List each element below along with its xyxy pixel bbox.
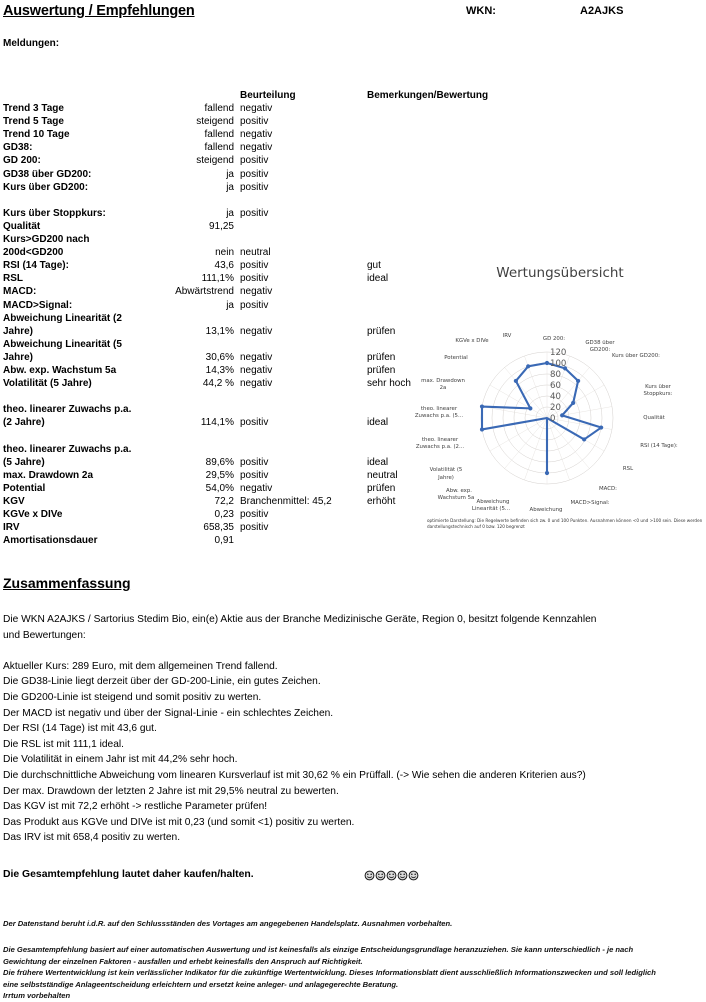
smiley-icon <box>408 870 419 881</box>
metric-remark: ideal <box>367 456 389 468</box>
metric-label: theo. linearer Zuwachs p.a. <box>3 443 132 455</box>
radar-data-point <box>480 427 484 431</box>
table-row <box>0 142 470 155</box>
radar-spoke <box>547 418 570 480</box>
metric-value: fallend <box>204 142 234 154</box>
table-row <box>0 522 470 535</box>
radar-category-label: Kurs über GD200: <box>612 353 660 359</box>
metric-value: 89,6% <box>205 456 234 468</box>
metric-remark: prüfen <box>367 351 396 363</box>
table-row <box>0 116 470 129</box>
radar-category-label: Stoppkurs: <box>643 391 673 397</box>
metric-label: KGVe x DIVe <box>3 509 63 520</box>
table-row <box>0 326 470 339</box>
summary-line: und Bewertungen: <box>3 629 86 641</box>
metrics-table <box>0 90 489 548</box>
radar-category-label: theo. linearer <box>420 406 458 412</box>
metric-label: Abw. exp. Wachstum 5a <box>3 364 117 376</box>
radar-category-label: Wachstum 5a <box>437 495 475 501</box>
metric-value: 29,5% <box>205 469 234 481</box>
metric-judgement: positiv <box>240 469 269 481</box>
metric-judgement: negativ <box>240 364 273 376</box>
summary-line: Die WKN A2AJKS / Sartorius Stedim Bio, ein(e) Aktie aus der Branche Medizinische Geräte, Region 0, besitzt folgende Kennzahlen <box>3 614 597 625</box>
radar-category-label: GD38 über <box>585 340 615 346</box>
metric-value: steigend <box>196 116 234 128</box>
metric-remark: erhöht <box>367 495 396 507</box>
wkn-label: WKN: <box>466 5 496 17</box>
table-row <box>0 169 470 182</box>
table-row <box>0 313 470 326</box>
metric-label: Qualität <box>3 220 41 232</box>
metric-label: GD38 über GD200: <box>3 168 92 180</box>
metric-label: GD 200: <box>3 155 41 167</box>
wertungsuebersicht-chart <box>414 258 706 543</box>
metric-value: 0,91 <box>214 535 234 547</box>
summary-line: Der MACD ist negativ und über der Signal-Linie - ein schlechtes Zeichen. <box>3 707 334 719</box>
metric-label: Jahre) <box>3 325 34 337</box>
metric-judgement: negativ <box>240 378 273 390</box>
radar-axis-tick: 80 <box>550 370 561 380</box>
radar-data-point <box>560 413 564 417</box>
table-row <box>0 417 470 430</box>
radar-axis-tick: 60 <box>550 381 561 391</box>
radar-category-label: KGVe x DIVe <box>455 338 489 344</box>
summary-line: Der max. Drawdown der letzten 2 Jahre ist mit 29,5% neutral zu bewerten. <box>3 785 339 797</box>
metric-judgement: negativ <box>240 286 273 298</box>
metric-value: 111,1% <box>201 273 234 285</box>
disclaimer-legal <box>3 944 705 1002</box>
metric-value: 114,1% <box>200 417 234 429</box>
metric-judgement: positiv <box>240 181 269 193</box>
table-row <box>0 444 470 457</box>
radar-series-line <box>482 363 601 473</box>
disclaimer-line: Die Gesamtempfehlung basiert auf einer automatischen Auswertung und ist keinesfalls als einzige Entscheidungsgrundlage heranzuziehen. Sie kann unterschiedlich - je nach <box>3 945 634 954</box>
metric-judgement: Branchenmittel: 45,2 <box>240 495 332 507</box>
summary-title: Zusammenfassung <box>3 575 131 591</box>
radar-axis-tick: 0 <box>550 414 556 424</box>
metric-label: Kurs über Stoppkurs: <box>3 207 106 219</box>
table-row <box>0 300 470 313</box>
metric-remark: sehr hoch <box>367 378 411 390</box>
metric-value: 658,35 <box>203 522 234 534</box>
metric-judgement: positiv <box>240 509 269 520</box>
disclaimer-datenstand: Der Datenstand beruht i.d.R. auf den Schlussständen des Vortages am angegebenen Handelsplatz. Ausnahmen vorbehalten. <box>3 919 453 928</box>
metric-judgement: positiv <box>240 207 269 219</box>
radar-category-label: Abw. exp. <box>446 488 472 494</box>
metric-label: theo. linearer Zuwachs p.a. <box>3 404 132 416</box>
metric-label: Trend 3 Tage <box>3 103 64 115</box>
radar-category-label: Abweichung <box>476 499 510 505</box>
metric-label: GD38: <box>3 142 33 154</box>
metric-remark: ideal <box>367 273 389 285</box>
metric-value: 30,6% <box>205 351 234 363</box>
radar-category-label: Zuwachs p.a. (5... <box>414 413 464 419</box>
table-row <box>0 470 470 483</box>
metric-label: RSL <box>3 273 23 285</box>
smiley-icon <box>364 870 375 881</box>
radar-category-label: Volatilität (5 <box>429 467 463 473</box>
metric-label: max. Drawdown 2a <box>3 469 94 481</box>
table-row <box>0 129 470 142</box>
table-row <box>0 509 470 522</box>
table-row <box>0 182 470 195</box>
metric-judgement: positiv <box>240 417 269 429</box>
radar-plot <box>414 258 706 516</box>
metric-label: Trend 10 Tage <box>3 129 70 141</box>
radar-data-point <box>582 437 586 441</box>
metric-judgement: positiv <box>240 522 269 534</box>
meldungen-label: Meldungen: <box>3 38 60 49</box>
metric-label: RSI (14 Tage): <box>3 260 69 272</box>
disclaimer-line: eine selbstständige Anlageentscheidung erleichtern und ersetzt keine anleger- und anlagegerechte Beratung. <box>3 979 399 989</box>
table-row <box>0 352 470 365</box>
column-header-bemerkungen: Bemerkungen/Bewertung <box>367 90 489 101</box>
metric-label: Potential <box>3 482 46 494</box>
radar-category-label: Jahre) <box>438 475 454 481</box>
table-row <box>0 208 470 221</box>
radar-data-point <box>545 471 549 475</box>
table-row <box>0 155 470 168</box>
metric-judgement: negativ <box>240 103 273 115</box>
radar-category-label: Kurs über <box>645 384 671 390</box>
chart-title: Wertungsübersicht <box>496 265 624 281</box>
radar-data-point <box>545 361 549 365</box>
metric-label: MACD: <box>3 286 37 298</box>
summary-spacer <box>3 643 703 659</box>
metric-value: 43,6 <box>214 260 234 272</box>
table-row <box>0 430 470 443</box>
table-row <box>0 247 470 260</box>
radar-axis-tick: 40 <box>550 392 561 402</box>
summary-line: Die GD200-Linie ist steigend und somit positiv zu werten. <box>3 691 262 703</box>
radar-category-label: theo. linearer <box>421 437 459 443</box>
metric-label: MACD>Signal: <box>3 299 73 311</box>
table-row <box>0 273 470 286</box>
smiley-icon <box>386 870 397 881</box>
radar-spoke <box>524 418 547 480</box>
metric-judgement: negativ <box>240 351 273 363</box>
smiley-icon <box>375 870 386 881</box>
summary-line: Das KGV ist mit 72,2 erhöht -> restliche Parameter prüfen! <box>3 801 268 813</box>
metric-judgement: negativ <box>240 142 273 154</box>
metric-remark: ideal <box>367 417 389 429</box>
radar-data-point <box>526 364 530 368</box>
table-row <box>0 535 470 548</box>
metric-label: (2 Jahre) <box>3 417 45 429</box>
radar-category-label: Qualität <box>643 415 665 421</box>
disclaimer-line: Gewichtung der einzelnen Faktoren - ausfallen und erhebt keinesfalls den Anspruch auf Richtigkeit. <box>3 956 363 966</box>
radar-category-label: MACD: <box>599 486 617 492</box>
smiley-icon <box>397 870 408 881</box>
radar-category-label: Abweichung <box>529 507 563 513</box>
table-row <box>0 221 470 234</box>
radar-data-point <box>480 404 484 408</box>
metric-value: steigend <box>196 155 234 167</box>
wkn-value: A2AJKS <box>580 5 624 17</box>
summary-line: Das Produkt aus KGVe und DIVe ist mit 0,23 (und somit <1) positiv zu werten. <box>3 816 355 828</box>
disclaimer-line: Die frühere Wertentwicklung ist kein verlässlicher Indikator für die zukünftige Wertentwicklung. Dieses Informationsblatt dient ausschließlich Informationszwecken und soll lediglich <box>3 968 656 977</box>
metric-value: 91,25 <box>208 220 234 232</box>
radar-category-label: GD200: <box>589 347 611 353</box>
metric-label: Amortisationsdauer <box>3 535 98 547</box>
rating-smileys <box>364 869 419 885</box>
metric-judgement: positiv <box>240 299 269 311</box>
chart-note: optimierte Darstellung: Die Regelwerte befinden sich zw. 0 und 100 Punkten. Ausnahmen können <0 und >100 sein. Diese werden darstellungstechnisch auf 0 bzw. 120 begrenzt <box>427 518 703 530</box>
metric-value: ja <box>226 299 234 311</box>
radar-axis-tick: 20 <box>550 403 561 413</box>
metric-value: fallend <box>204 129 234 141</box>
radar-category-label: RSL <box>622 466 634 472</box>
disclaimer-line: Irrtum vorbehalten <box>3 991 71 1000</box>
metric-label: 200d<GD200 <box>3 247 64 259</box>
table-row <box>0 391 470 404</box>
radar-data-point <box>514 379 518 383</box>
radar-category-label: IRV <box>502 333 512 339</box>
table-row <box>0 260 470 273</box>
summary-line: Das IRV ist mit 658,4 positiv zu werten. <box>3 832 181 844</box>
table-row <box>0 365 470 378</box>
metric-judgement: positiv <box>240 456 269 468</box>
metric-value: 72,2 <box>214 495 234 507</box>
radar-data-point <box>528 406 532 410</box>
metric-remark: neutral <box>367 469 398 481</box>
metric-judgement: positiv <box>240 168 269 180</box>
radar-category-label: Linearität (5... <box>471 506 511 512</box>
metric-label: Kurs>GD200 nach <box>3 234 90 246</box>
metric-value: Abwärtstrend <box>175 286 234 298</box>
metric-judgement: positiv <box>240 116 269 128</box>
table-header-row <box>0 90 489 103</box>
table-row <box>0 339 470 352</box>
radar-category-label: max. Drawdown <box>421 378 465 384</box>
metric-label: Jahre) <box>3 351 34 363</box>
summary-line: Die Volatilität in einem Jahr ist mit 44,2% sehr hoch. <box>3 754 238 766</box>
table-row <box>0 286 470 299</box>
table-row <box>0 496 470 509</box>
metric-value: ja <box>226 207 234 219</box>
metric-value: 54,0% <box>205 482 234 494</box>
table-row <box>0 457 470 470</box>
radar-data-point <box>571 401 575 405</box>
summary-text <box>3 612 703 846</box>
summary-line: Der RSI (14 Tage) ist mit 43,6 gut. <box>3 723 157 735</box>
table-row <box>0 234 470 247</box>
summary-line: Die durchschnittliche Abweichung vom linearen Kursverlauf ist mit 30,62 % ein Prüffall. (-> Wie sehen die anderen Kriterien aus?) <box>3 769 586 781</box>
metric-judgement: positiv <box>240 260 269 272</box>
table-row <box>0 378 470 391</box>
metric-label: (5 Jahre) <box>3 456 45 468</box>
radar-axis-tick: 120 <box>550 348 567 358</box>
metric-label: Abweichung Linearität (2 <box>3 312 122 324</box>
table-row <box>0 483 470 496</box>
radar-category-label: Potential <box>444 355 468 361</box>
radar-category-label: GD 200: <box>542 336 566 342</box>
metric-judgement: positiv <box>240 273 269 285</box>
metric-label: Kurs über GD200: <box>3 181 89 193</box>
summary-line: Die GD38-Linie liegt derzeit über der GD-200-Linie, ein gutes Zeichen. <box>3 676 321 688</box>
metric-value: 0,23 <box>214 509 234 520</box>
radar-category-label: 2a <box>439 385 447 391</box>
metric-label: IRV <box>3 522 20 534</box>
metric-judgement: neutral <box>240 247 271 259</box>
summary-line: Aktueller Kurs: 289 Euro, mit dem allgemeinen Trend fallend. <box>3 660 278 672</box>
metric-value: fallend <box>204 103 234 115</box>
metric-value: nein <box>215 247 234 259</box>
page-title: Auswertung / Empfehlungen <box>3 3 195 19</box>
metric-label: Abweichung Linearität (5 <box>3 338 122 350</box>
summary-line: Die RSL ist mit 111,1 ideal. <box>3 738 124 750</box>
metric-judgement: negativ <box>240 325 273 337</box>
metric-judgement: negativ <box>240 482 273 494</box>
radar-data-point <box>576 379 580 383</box>
metric-label: Trend 5 Tage <box>3 116 64 128</box>
metric-remark: prüfen <box>367 482 396 494</box>
radar-axis-tick: 100 <box>550 359 567 369</box>
column-header-beurteilung: Beurteilung <box>240 90 296 101</box>
metric-value: 13,1% <box>205 325 234 337</box>
radar-data-point <box>599 425 603 429</box>
table-row <box>0 195 470 208</box>
recommendation-text: Die Gesamtempfehlung lautet daher kaufen/halten. <box>3 869 254 880</box>
metric-label: Volatilität (5 Jahre) <box>3 378 92 390</box>
table-row <box>0 404 470 417</box>
metric-remark: prüfen <box>367 325 396 337</box>
table-row <box>0 103 470 116</box>
radar-category-label: RSI (14 Tage): <box>640 443 678 449</box>
metric-value: ja <box>226 168 234 180</box>
metric-remark: gut <box>367 260 381 272</box>
radar-category-label: MACD>Signal: <box>570 500 610 506</box>
metric-value: ja <box>226 181 234 193</box>
metric-judgement: positiv <box>240 155 269 167</box>
metric-value: 44,2 % <box>202 378 234 390</box>
metric-judgement: negativ <box>240 129 273 141</box>
metric-label: KGV <box>3 495 25 507</box>
metric-value: 14,3% <box>205 364 234 376</box>
metric-remark: prüfen <box>367 364 396 376</box>
radar-category-label: Zuwachs p.a. (2... <box>415 444 465 450</box>
